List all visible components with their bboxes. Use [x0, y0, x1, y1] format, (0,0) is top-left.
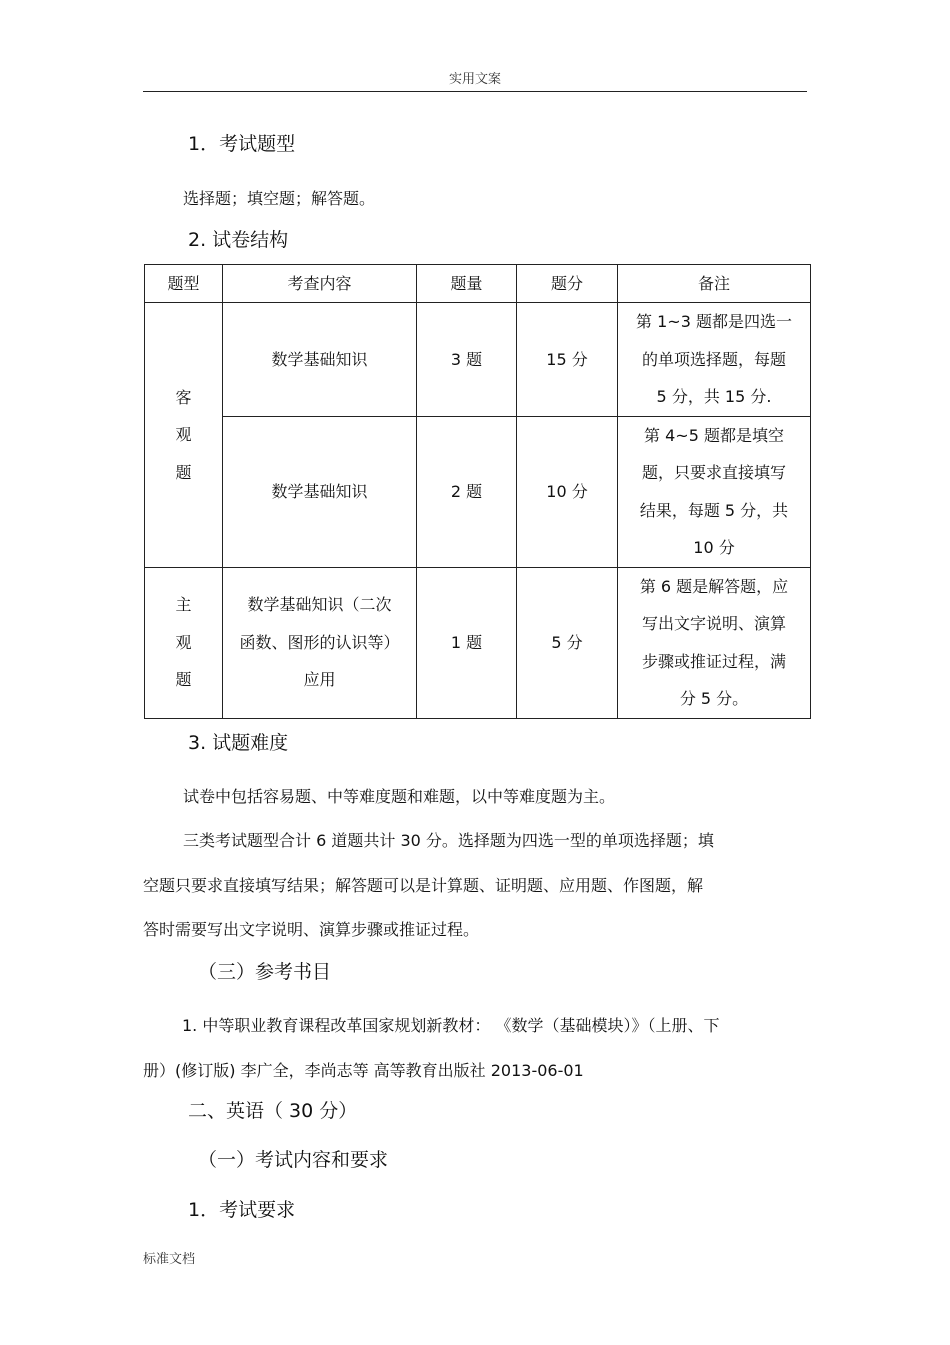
section-heading-structure: 2. 试卷结构	[188, 229, 289, 251]
content-cell: 数学基础知识	[223, 416, 417, 567]
content-cell: 数学基础知识	[223, 303, 417, 417]
page-footer: 标准文档	[143, 1252, 196, 1267]
remark-cell: 第 1~3 题都是四选一 的单项选择题，每题 5 分，共 15 分.	[618, 303, 811, 417]
content-cell: 数学基础知识（二次 函数、图形的认识等） 应用	[223, 567, 417, 718]
section-heading-references: （三）参考书目	[198, 961, 332, 983]
count-cell: 1 题	[417, 567, 517, 718]
difficulty-text-2: 三类考试题型合计 6 道题共计 30 分。选择题为四选一型的单项选择题；填	[183, 831, 714, 850]
structure-table	[144, 264, 811, 719]
reference-line-1: 1. 中等职业教育课程改革国家规划新教材： 《数学（基础模块）》（上册、下	[182, 1016, 720, 1035]
remark-cell: 第 4~5 题都是填空 题，只要求直接填写 结果，每题 5 分，共 10 分	[618, 416, 811, 567]
table-header-cell: 题型	[145, 265, 223, 303]
count-cell: 3 题	[417, 303, 517, 417]
score-cell: 5 分	[517, 567, 618, 718]
difficulty-text-3: 空题只要求直接填写结果；解答题可以是计算题、证明题、应用题、作图题，解	[143, 876, 704, 895]
subheading-exam-content: （一）考试内容和要求	[198, 1149, 389, 1171]
section-heading-english: 二、英语（ 30 分）	[188, 1100, 358, 1122]
table-row	[145, 303, 811, 417]
type-cell-objective: 客 观 题	[145, 303, 223, 568]
header-rule	[143, 91, 807, 92]
score-cell: 10 分	[517, 416, 618, 567]
table-header-cell: 考查内容	[223, 265, 417, 303]
section-heading-difficulty: 3. 试题难度	[188, 732, 289, 754]
item-exam-requirements: 1．考试要求	[188, 1199, 296, 1221]
table-header-cell: 题分	[517, 265, 618, 303]
score-cell: 15 分	[517, 303, 618, 417]
page-header: 实用文案	[448, 72, 501, 87]
difficulty-text-4: 答时需要写出文字说明、演算步骤或推证过程。	[143, 920, 480, 939]
section-heading-exam-type: 1．考试题型	[188, 133, 296, 155]
count-cell: 2 题	[417, 416, 517, 567]
table-header-cell: 题量	[417, 265, 517, 303]
type-cell-subjective: 主 观 题	[145, 567, 223, 718]
table-row	[145, 416, 811, 567]
difficulty-text-1: 试卷中包括容易题、中等难度题和难题，以中等难度题为主。	[183, 787, 616, 806]
table-row	[145, 567, 811, 718]
reference-line-2: 册）(修订版) 李广全，李尚志等 高等教育出版社 2013-06-01	[143, 1061, 584, 1080]
table-header-cell: 备注	[618, 265, 811, 303]
remark-cell: 第 6 题是解答题，应 写出文字说明、演算 步骤或推证过程，满 分 5 分。	[618, 567, 811, 718]
exam-type-text: 选择题；填空题；解答题。	[183, 189, 376, 208]
table-header-row	[145, 265, 811, 303]
